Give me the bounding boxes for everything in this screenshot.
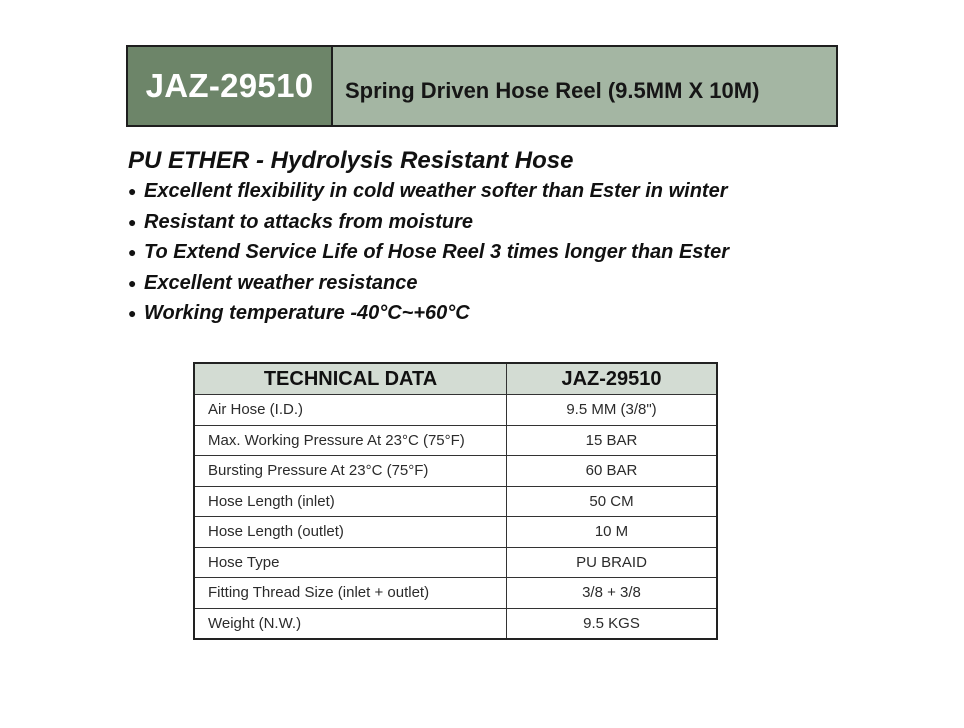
bullet-icon: ● [128, 244, 137, 260]
feature-item [128, 207, 888, 238]
spec-value: 10 M [507, 517, 718, 548]
feature-text: Working temperature -40°C~+60°C [144, 302, 470, 324]
table-row [194, 486, 717, 517]
product-title: Spring Driven Hose Reel (9.5MM X 10M) [333, 47, 836, 125]
spec-value: 9.5 KGS [507, 608, 718, 639]
table-header-row [194, 363, 717, 395]
spec-value: 9.5 MM (3/8") [507, 395, 718, 426]
table-row [194, 608, 717, 639]
column-header-technical-data: TECHNICAL DATA [194, 363, 507, 395]
spec-label: Bursting Pressure At 23°C (75°F) [194, 456, 507, 487]
table-row [194, 395, 717, 426]
column-header-model: JAZ-29510 [507, 363, 718, 395]
spec-label: Weight (N.W.) [194, 608, 507, 639]
spec-value: 3/8 + 3/8 [507, 578, 718, 609]
spec-value: 60 BAR [507, 456, 718, 487]
feature-text: Excellent weather resistance [144, 271, 418, 294]
feature-item [128, 298, 888, 329]
spec-label: Max. Working Pressure At 23°C (75°F) [194, 425, 507, 456]
feature-item [128, 268, 888, 299]
feature-item [128, 237, 888, 268]
bullet-icon: ● [128, 305, 137, 321]
features-section [128, 146, 888, 329]
spec-label: Hose Type [194, 547, 507, 578]
spec-value: 50 CM [507, 486, 718, 517]
feature-text: Excellent flexibility in cold weather softer than Ester in winter [144, 180, 728, 202]
features-list [128, 176, 888, 329]
product-header [126, 45, 838, 127]
technical-data-table [193, 362, 718, 640]
spec-label: Hose Length (inlet) [194, 486, 507, 517]
spec-value: PU BRAID [507, 547, 718, 578]
feature-item [128, 176, 888, 207]
feature-text: Resistant to attacks from moisture [144, 210, 473, 233]
bullet-icon: ● [128, 183, 137, 199]
table-row [194, 425, 717, 456]
feature-text: To Extend Service Life of Hose Reel 3 times longer than Ester [144, 241, 729, 263]
table-row [194, 547, 717, 578]
spec-label: Fitting Thread Size (inlet + outlet) [194, 578, 507, 609]
spec-label: Air Hose (I.D.) [194, 395, 507, 426]
spec-label: Hose Length (outlet) [194, 517, 507, 548]
table-row [194, 517, 717, 548]
table-row [194, 456, 717, 487]
bullet-icon: ● [128, 213, 137, 230]
bullet-icon: ● [128, 274, 137, 291]
spec-value: 15 BAR [507, 425, 718, 456]
features-heading: PU ETHER - Hydrolysis Resistant Hose [128, 147, 574, 174]
table-row [194, 578, 717, 609]
product-code: JAZ-29510 [128, 47, 333, 125]
